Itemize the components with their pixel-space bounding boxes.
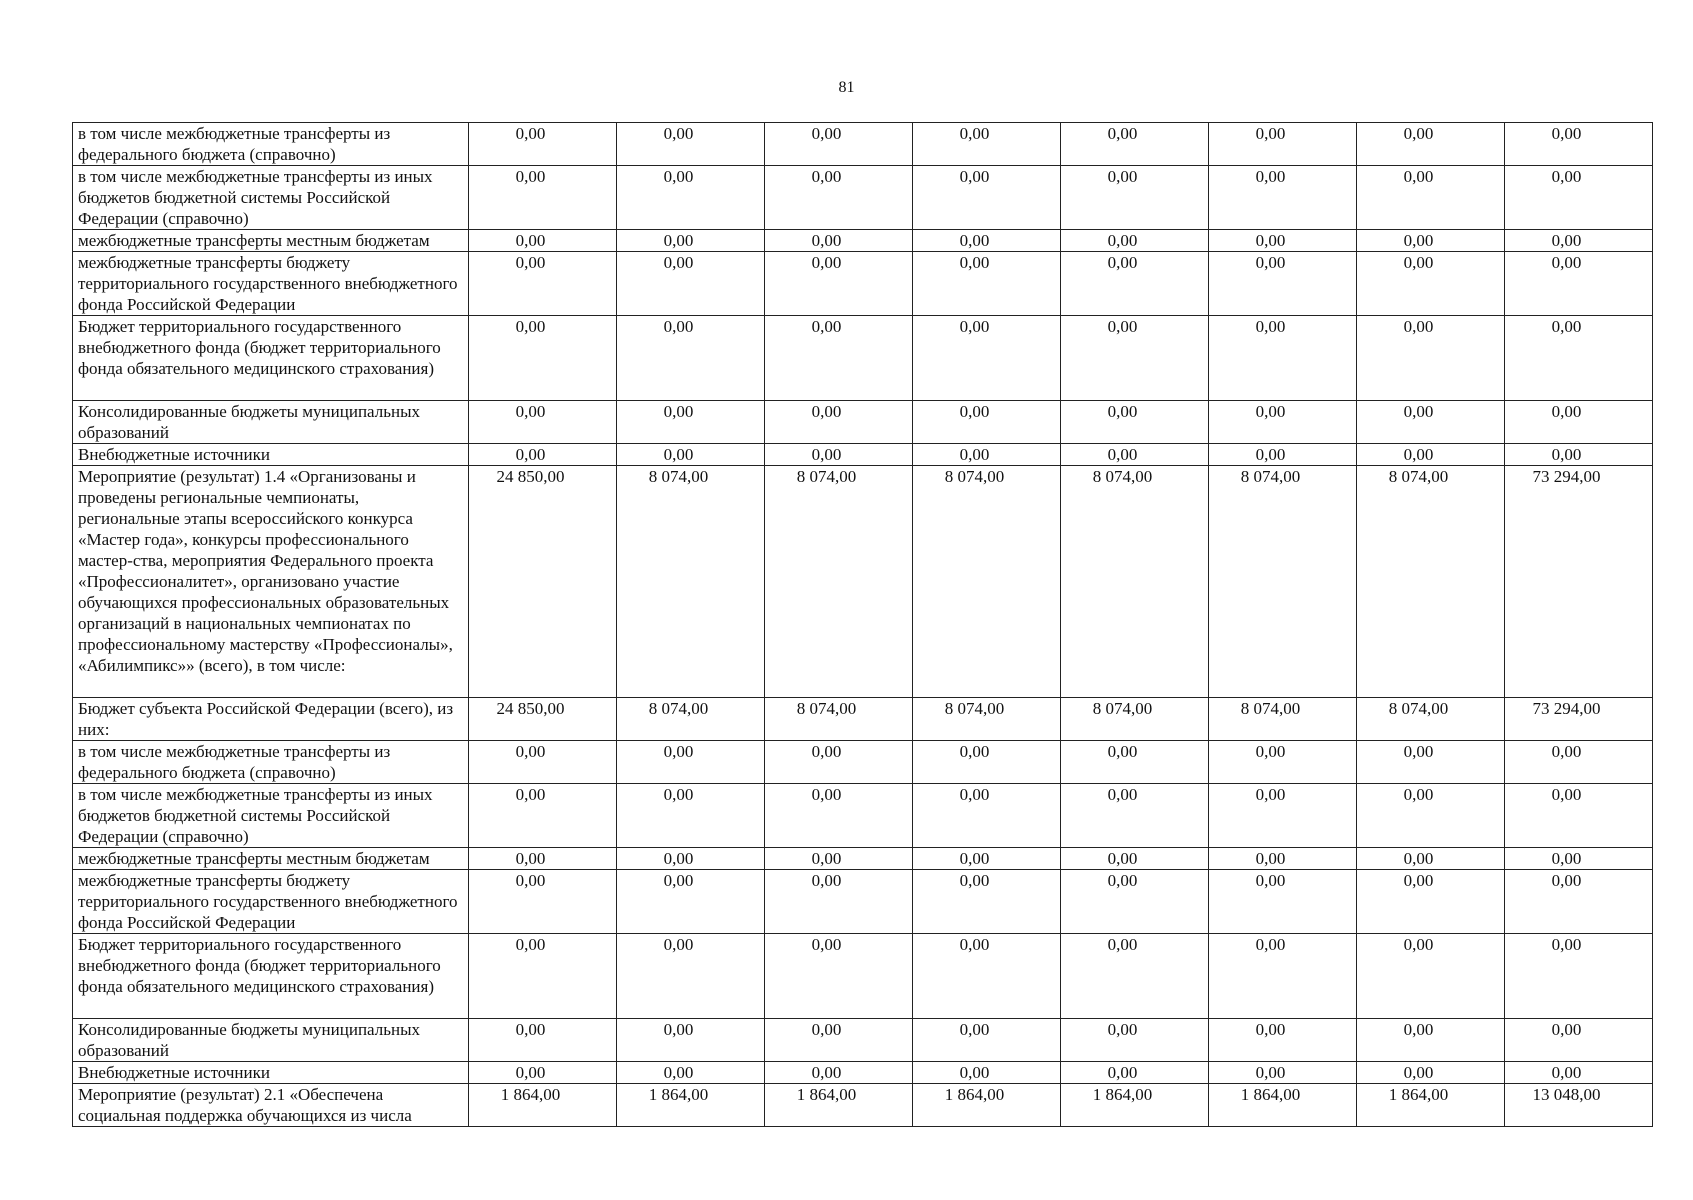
row-label: в том числе межбюджетные трансферты из иных бюджетов бюджетной системы Российской Федерации (справочно) [73,784,469,848]
total-cell: 0,00 [1505,1019,1653,1062]
value-cell: 0,00 [617,401,765,444]
value-cell: 8 074,00 [617,466,765,698]
value-cell: 0,00 [765,252,913,316]
value-cell: 0,00 [1209,444,1357,466]
table-row [73,741,1653,784]
value-cell: 0,00 [617,123,765,166]
value-cell: 0,00 [1061,741,1209,784]
value-cell: 0,00 [469,401,617,444]
row-label: Бюджет субъекта Российской Федерации (всего), из них: [73,698,469,741]
total-cell: 0,00 [1505,252,1653,316]
value-cell: 0,00 [1209,784,1357,848]
row-label: Внебюджетные источники [73,1062,469,1084]
row-label: в том числе межбюджетные трансферты из иных бюджетов бюджетной системы Российской Федерации (справочно) [73,166,469,230]
value-cell: 0,00 [1209,1019,1357,1062]
value-cell: 0,00 [1357,401,1505,444]
total-cell: 0,00 [1505,230,1653,252]
total-cell: 0,00 [1505,934,1653,1019]
value-cell: 0,00 [1357,123,1505,166]
value-cell: 0,00 [765,870,913,934]
value-cell: 1 864,00 [1357,1084,1505,1127]
value-cell: 0,00 [1209,401,1357,444]
value-cell: 8 074,00 [1061,466,1209,698]
value-cell: 0,00 [1357,848,1505,870]
value-cell: 0,00 [617,166,765,230]
value-cell: 0,00 [469,784,617,848]
table-row [73,698,1653,741]
total-cell: 73 294,00 [1505,698,1653,741]
value-cell: 0,00 [1357,316,1505,401]
value-cell: 0,00 [1209,230,1357,252]
value-cell: 1 864,00 [1061,1084,1209,1127]
table-row [73,252,1653,316]
value-cell: 0,00 [1357,252,1505,316]
row-label: в том числе межбюджетные трансферты из федерального бюджета (справочно) [73,123,469,166]
value-cell: 0,00 [1061,934,1209,1019]
table-row [73,934,1653,1019]
value-cell: 1 864,00 [469,1084,617,1127]
value-cell: 8 074,00 [913,698,1061,741]
table-row [73,401,1653,444]
value-cell: 0,00 [469,741,617,784]
value-cell: 0,00 [469,870,617,934]
value-cell: 0,00 [617,741,765,784]
value-cell: 0,00 [913,934,1061,1019]
table-row [73,230,1653,252]
table-row [73,784,1653,848]
table-row [73,1062,1653,1084]
value-cell: 1 864,00 [913,1084,1061,1127]
row-label: Бюджет территориального государственного внебюджетного фонда (бюджет территориального фонда обязательного медицинского страхования) [73,316,469,401]
value-cell: 0,00 [1061,1062,1209,1084]
value-cell: 0,00 [1357,166,1505,230]
table-row [73,848,1653,870]
value-cell: 0,00 [913,230,1061,252]
value-cell: 0,00 [469,252,617,316]
budget-table [72,122,1653,1127]
value-cell: 0,00 [1209,848,1357,870]
value-cell: 0,00 [1209,1062,1357,1084]
value-cell: 0,00 [469,444,617,466]
value-cell: 0,00 [1209,316,1357,401]
row-label: Мероприятие (результат) 1.4 «Организованы и проведены региональные чемпионаты, региональные этапы всероссийского конкурса «Мастер года», конкурсы профессионального мастер-ства, мероприятия Федерального проекта «Профессионалитет», организовано участие обучающихся профессиональных образовательных организаций в национальных чемпионатах по профессиональному мастерству «Профессионалы», «Абилимпикс»» (всего), в том числе: [73,466,469,698]
value-cell: 0,00 [913,784,1061,848]
value-cell: 0,00 [1061,230,1209,252]
value-cell: 0,00 [1061,870,1209,934]
row-label: межбюджетные трансферты местным бюджетам [73,848,469,870]
value-cell: 0,00 [913,444,1061,466]
value-cell: 0,00 [913,870,1061,934]
value-cell: 24 850,00 [469,698,617,741]
value-cell: 0,00 [617,784,765,848]
value-cell: 0,00 [1061,252,1209,316]
value-cell: 0,00 [1357,741,1505,784]
total-cell: 73 294,00 [1505,466,1653,698]
value-cell: 0,00 [913,1019,1061,1062]
total-cell: 0,00 [1505,784,1653,848]
page-number: 81 [838,79,855,96]
table-body [73,123,1653,1127]
value-cell: 0,00 [469,230,617,252]
row-label: межбюджетные трансферты местным бюджетам [73,230,469,252]
row-label: Бюджет территориального государственного внебюджетного фонда (бюджет территориального фонда обязательного медицинского страхования) [73,934,469,1019]
value-cell: 0,00 [617,1062,765,1084]
value-cell: 0,00 [765,784,913,848]
row-label: межбюджетные трансферты бюджету территориального государственного внебюджетного фонда Российской Федерации [73,870,469,934]
value-cell: 0,00 [765,848,913,870]
value-cell: 0,00 [1209,252,1357,316]
value-cell: 0,00 [913,166,1061,230]
row-label: Консолидированные бюджеты муниципальных образований [73,1019,469,1062]
value-cell: 0,00 [1209,741,1357,784]
value-cell: 0,00 [765,1062,913,1084]
value-cell: 1 864,00 [1209,1084,1357,1127]
value-cell: 0,00 [469,848,617,870]
value-cell: 8 074,00 [1209,698,1357,741]
value-cell: 8 074,00 [1357,466,1505,698]
value-cell: 0,00 [469,316,617,401]
total-cell: 0,00 [1505,848,1653,870]
value-cell: 0,00 [765,444,913,466]
value-cell: 0,00 [765,401,913,444]
value-cell: 8 074,00 [617,698,765,741]
value-cell: 0,00 [913,741,1061,784]
value-cell: 0,00 [765,123,913,166]
value-cell: 0,00 [1061,848,1209,870]
value-cell: 0,00 [617,252,765,316]
value-cell: 0,00 [1061,401,1209,444]
value-cell: 0,00 [1357,230,1505,252]
value-cell: 8 074,00 [765,466,913,698]
total-cell: 0,00 [1505,870,1653,934]
value-cell: 8 074,00 [913,466,1061,698]
value-cell: 0,00 [765,741,913,784]
value-cell: 0,00 [1061,316,1209,401]
value-cell: 0,00 [1061,166,1209,230]
value-cell: 0,00 [469,1062,617,1084]
value-cell: 0,00 [469,1019,617,1062]
value-cell: 0,00 [765,230,913,252]
value-cell: 0,00 [1209,166,1357,230]
row-label: Мероприятие (результат) 2.1 «Обеспечена социальная поддержка обучающихся из числа [73,1084,469,1127]
value-cell: 0,00 [617,444,765,466]
row-label: Внебюджетные источники [73,444,469,466]
total-cell: 0,00 [1505,166,1653,230]
total-cell: 0,00 [1505,741,1653,784]
value-cell: 8 074,00 [1357,698,1505,741]
value-cell: 0,00 [617,1019,765,1062]
value-cell: 0,00 [1061,1019,1209,1062]
value-cell: 0,00 [469,934,617,1019]
value-cell: 0,00 [765,934,913,1019]
value-cell: 0,00 [1357,1062,1505,1084]
value-cell: 0,00 [765,166,913,230]
value-cell: 0,00 [913,1062,1061,1084]
value-cell: 0,00 [617,230,765,252]
table-row [73,1084,1653,1127]
row-label: Консолидированные бюджеты муниципальных образований [73,401,469,444]
value-cell: 0,00 [1357,1019,1505,1062]
value-cell: 0,00 [1209,934,1357,1019]
total-cell: 0,00 [1505,1062,1653,1084]
value-cell: 8 074,00 [765,698,913,741]
value-cell: 0,00 [1061,444,1209,466]
value-cell: 1 864,00 [765,1084,913,1127]
table-row [73,870,1653,934]
value-cell: 0,00 [617,934,765,1019]
value-cell: 0,00 [1357,870,1505,934]
total-cell: 13 048,00 [1505,1084,1653,1127]
value-cell: 0,00 [1209,123,1357,166]
value-cell: 0,00 [913,252,1061,316]
table-row [73,316,1653,401]
value-cell: 1 864,00 [617,1084,765,1127]
value-cell: 0,00 [617,848,765,870]
value-cell: 0,00 [913,848,1061,870]
value-cell: 0,00 [469,123,617,166]
value-cell: 0,00 [765,316,913,401]
value-cell: 0,00 [913,316,1061,401]
value-cell: 0,00 [1061,123,1209,166]
table-row [73,1019,1653,1062]
table-row [73,166,1653,230]
value-cell: 0,00 [469,166,617,230]
value-cell: 0,00 [617,316,765,401]
row-label: в том числе межбюджетные трансферты из федерального бюджета (справочно) [73,741,469,784]
total-cell: 0,00 [1505,316,1653,401]
total-cell: 0,00 [1505,123,1653,166]
total-cell: 0,00 [1505,444,1653,466]
value-cell: 8 074,00 [1209,466,1357,698]
value-cell: 24 850,00 [469,466,617,698]
value-cell: 0,00 [1061,784,1209,848]
table-row [73,444,1653,466]
total-cell: 0,00 [1505,401,1653,444]
value-cell: 0,00 [1357,934,1505,1019]
table-row [73,466,1653,698]
value-cell: 0,00 [913,123,1061,166]
value-cell: 0,00 [1209,870,1357,934]
value-cell: 0,00 [617,870,765,934]
value-cell: 0,00 [765,1019,913,1062]
value-cell: 0,00 [913,401,1061,444]
row-label: межбюджетные трансферты бюджету территориального государственного внебюджетного фонда Российской Федерации [73,252,469,316]
value-cell: 0,00 [1357,784,1505,848]
table-row [73,123,1653,166]
value-cell: 0,00 [1357,444,1505,466]
value-cell: 8 074,00 [1061,698,1209,741]
